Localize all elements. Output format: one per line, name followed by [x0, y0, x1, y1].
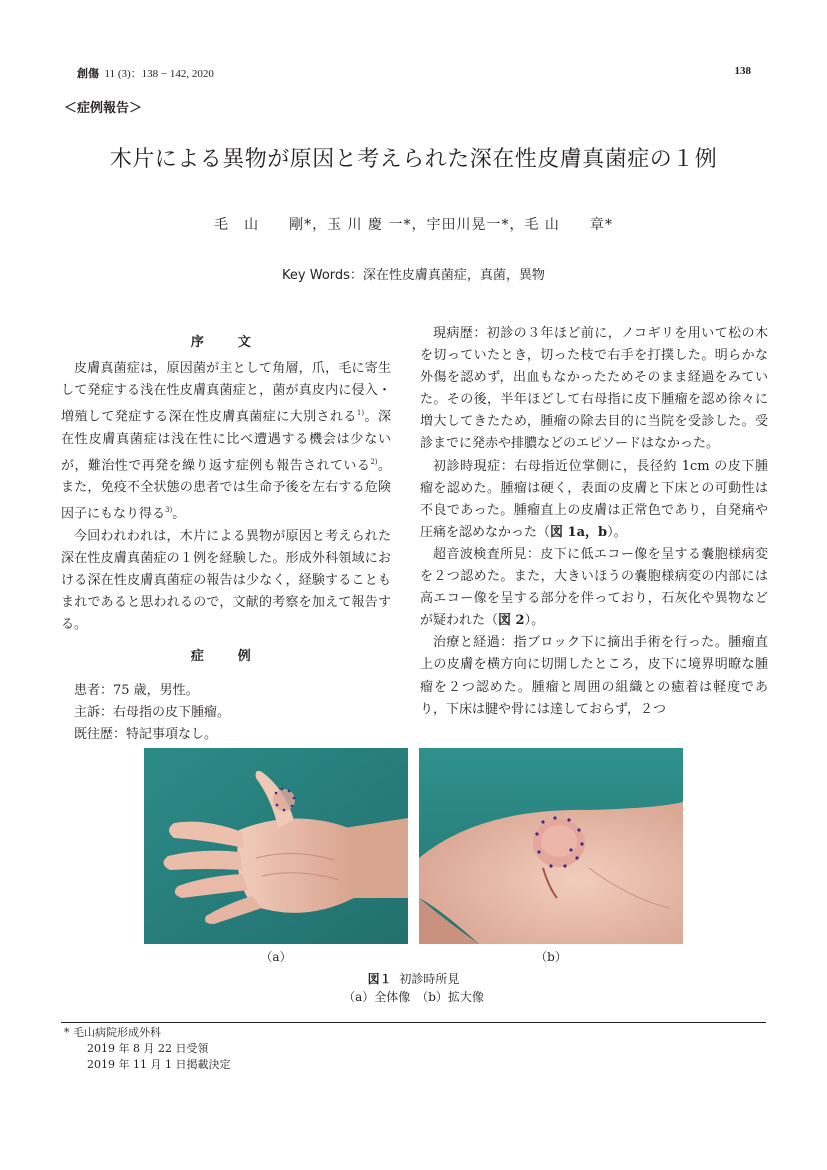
- footnote-divider: [61, 1022, 766, 1023]
- patient-info: 患者：75 歳，男性。: [74, 683, 199, 699]
- citation-ref-3: 3): [165, 506, 173, 515]
- footnote-accepted: 2019 年 11 月 1 日掲載決定: [87, 1058, 231, 1071]
- figure-ref-1: 図 1a，b: [550, 524, 608, 540]
- footnote-affiliation: * 毛山病院形成外科: [64, 1026, 161, 1039]
- citation-ref-2: 2): [370, 457, 378, 466]
- chief-complaint: 主訴：右母指の皮下腫瘤。: [74, 705, 231, 721]
- thumb-closeup-illustration: [419, 748, 683, 944]
- figure-1a-photo: [144, 748, 408, 944]
- keywords: Key Words：深在性皮膚真菌症，真菌，異物: [282, 268, 545, 283]
- figure-title: [0, 970, 827, 987]
- footnote-received: 2019 年 8 月 22 日受領: [87, 1042, 209, 1055]
- page-number: 138: [734, 65, 751, 77]
- volume-issue-pages: 11 (3)：138 − 142, 2020: [104, 68, 214, 80]
- figure-subcaption: （a）全体像 （b）拡大像: [343, 990, 484, 1004]
- heading-case: 症 例: [190, 649, 262, 665]
- treatment-course: 治療と経過：指ブロック下に摘出手術を行った。腫瘤直上の皮膚を横方向に切開したところ，皮下に境界明瞭な腫瘤を２つ認めた。腫瘤と周囲の組織との癒着は軽度であり，下床は腱や骨には達しておらず，２つ: [420, 635, 768, 717]
- present-illness: 現病歴：初診の３年ほど前に，ノコギリを用いて松の木を切っていたとき，切った枝で右手を打撲した。明らかな外傷を認めず，出血もなかったためそのまま経過をみていた。その後，半年ほどして右母指に皮下腫瘤を認め徐々に増大してきたため，腫瘤の除去目的に当院を受診した。受診までに発赤や排膿などのエピソードはなかった。: [420, 326, 768, 452]
- running-header: [77, 65, 214, 81]
- hand-overview-illustration: [144, 748, 408, 944]
- figure-label: 図１: [367, 972, 392, 986]
- figure-1b-photo: [419, 748, 683, 944]
- citation-ref-1: 1): [356, 409, 365, 418]
- intro-paragraph-2: 今回われわれは，木片による異物が原因と考えられた深在性皮膚真菌症の１例を経験した。形成外科領域における深在性皮膚真菌症の報告は少なく，経験することもまれであると思われるので，文献的考察を加えて報告する。: [61, 528, 391, 633]
- ultrasound-findings: 超音波検査所見：皮下に低エコー像を呈する嚢胞様病変を２つ認めた。また，大きいほうの嚢胞様病変の内部には高エコー像を呈する部分を伴っており，石灰化や異物などが疑われた（図 2）。: [420, 546, 768, 629]
- figure-title-text: 初診時所見: [399, 972, 460, 986]
- figure-caption-b: （b）: [535, 950, 567, 964]
- heading-introduction: 序 文: [190, 335, 262, 350]
- figure-ref-2: 図 2: [498, 613, 525, 629]
- initial-findings: 初診時現症：右母指近位掌側に，長径約 1cm の皮下腫瘤を認めた。腫瘤は硬く，表面の皮膚と下床との可動性は不良であった。腫瘤直上の皮膚は正常色であり，自発痛や圧痛を認めなかった（図 1a，b）。: [420, 458, 768, 540]
- figure-caption-a: （a）: [260, 950, 292, 964]
- article-title: 木片による異物が原因と考えられた深在性皮膚真菌症の１例: [109, 147, 718, 172]
- journal-name: 創傷: [77, 68, 99, 80]
- past-history: 既往歴：特記事項なし。: [74, 727, 218, 743]
- right-column: [420, 323, 768, 721]
- section-tag: ＜症例報告＞: [64, 101, 143, 116]
- left-column: [61, 332, 391, 746]
- author-list: 毛 山 剛*，玉 川 慶 一*，宇田川晃一*，毛 山 章*: [214, 217, 613, 233]
- intro-paragraph-1: 皮膚真菌症は，原因菌が主として角層，爪，毛に寄生して発症する浅在性皮膚真菌症と，菌が真皮内に侵入・増殖して発症する深在性皮膚真菌症に大別される$^{1)}$。深在性皮膚真菌症は浅在性に比べ遭遇する機会は少ないが，難治性で再発を繰り返す症例も報告されている$^{2)}$。また，免疫不全状態の患者では生命予後を左右する危険因子にもなり得る$^{3)}$。: [61, 361, 391, 522]
